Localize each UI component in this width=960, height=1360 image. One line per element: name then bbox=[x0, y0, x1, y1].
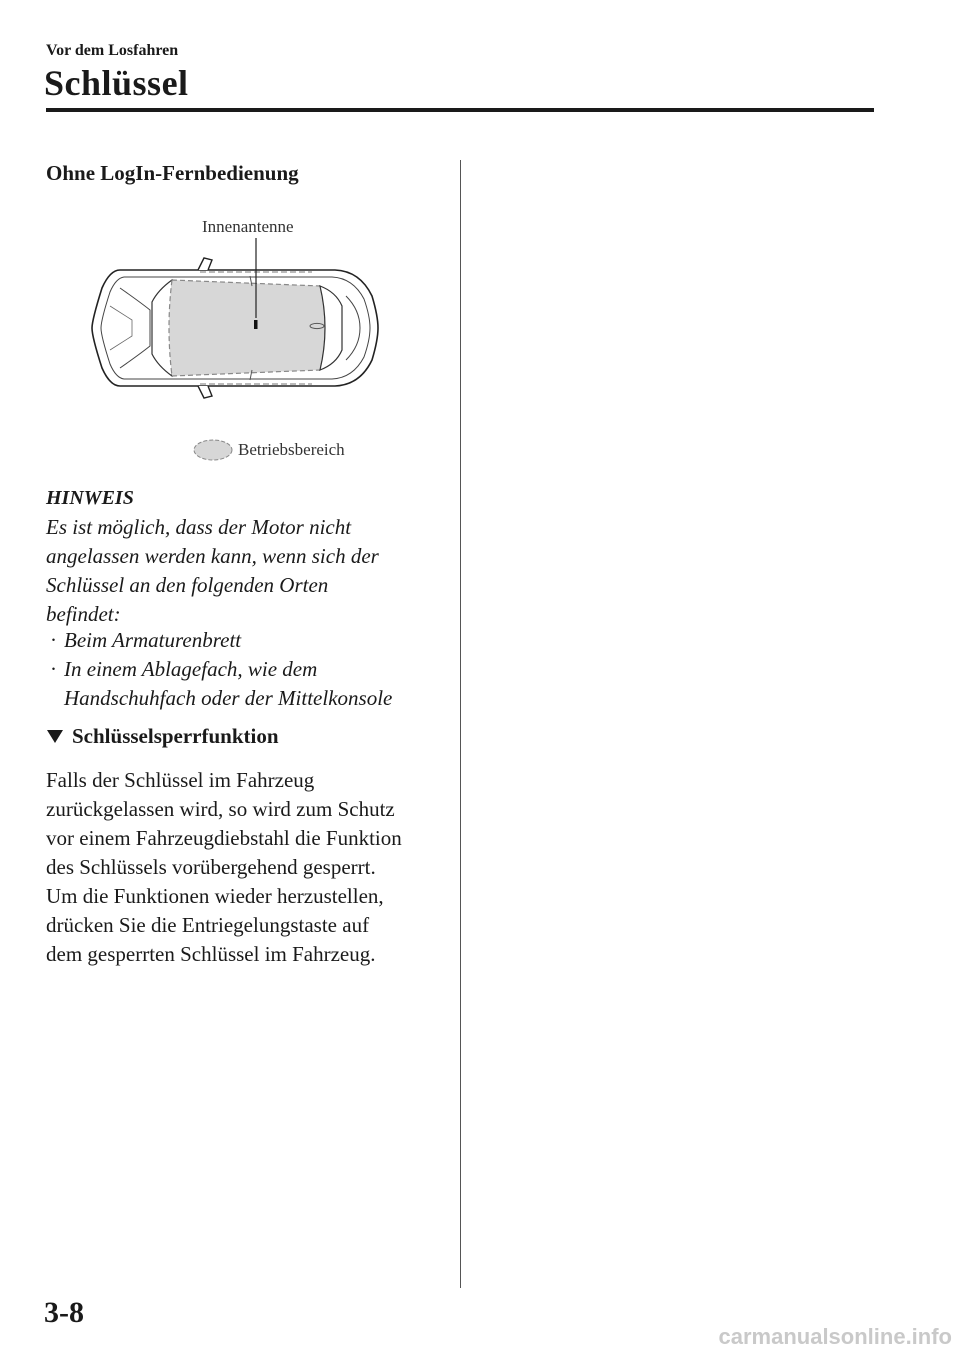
body-line: Falls der Schlüssel im Fahrzeug bbox=[46, 768, 315, 792]
car-antenna-figure bbox=[80, 210, 390, 470]
car-top-view-icon bbox=[80, 210, 390, 470]
note-heading: HINWEIS bbox=[46, 487, 134, 509]
bullet-text: Beim Armaturenbrett bbox=[64, 628, 242, 652]
watermark: carmanualsonline.info bbox=[718, 1324, 952, 1349]
legend-label: Betriebsbereich bbox=[238, 440, 345, 459]
list-item bbox=[50, 626, 450, 655]
bullet-icon: · bbox=[50, 628, 57, 652]
chapter-label: Vor dem Losfahren bbox=[46, 42, 179, 59]
body-line: zurückgelassen wird, so wird zum Schutz bbox=[46, 797, 395, 821]
column-divider bbox=[460, 160, 461, 1288]
bullet-icon: · bbox=[50, 657, 57, 681]
bullet-text: In einem Ablagefach, wie dem bbox=[64, 657, 318, 681]
subsection-heading-text: Schlüsselsperrfunktion bbox=[72, 724, 279, 748]
bullet-text: Handschuhfach oder der Mittelkonsole bbox=[64, 686, 393, 710]
body-line: des Schlüssels vorübergehend gesperrt. bbox=[46, 855, 376, 879]
body-line: dem gesperrten Schlüssel im Fahrzeug. bbox=[46, 942, 376, 966]
note-block bbox=[46, 484, 446, 629]
body-line: vor einem Fahrzeugdiebstahl die Funktion bbox=[46, 826, 402, 850]
note-bullet-list bbox=[50, 626, 450, 713]
title-rule bbox=[46, 108, 874, 112]
subsection-heading bbox=[46, 724, 279, 749]
body-line: drücken Sie die Entriegelungstaste auf bbox=[46, 913, 370, 937]
body-paragraph bbox=[46, 766, 456, 969]
note-line: Schlüssel an den folgenden Orten bbox=[46, 573, 329, 597]
page-title: Schlüssel bbox=[44, 63, 189, 103]
note-line: Es ist möglich, dass der Motor nicht bbox=[46, 515, 352, 539]
body-line: Um die Funktionen wieder herzustellen, bbox=[46, 884, 384, 908]
antenna-label: Innenantenne bbox=[202, 217, 294, 236]
list-item bbox=[50, 655, 450, 713]
triangle-down-icon bbox=[47, 730, 63, 743]
note-line: angelassen werden kann, wenn sich der bbox=[46, 544, 379, 568]
note-line: befindet: bbox=[46, 602, 121, 626]
page-number: 3-8 bbox=[44, 1296, 84, 1329]
section-heading: Ohne LogIn-Fernbedienung bbox=[46, 161, 299, 185]
